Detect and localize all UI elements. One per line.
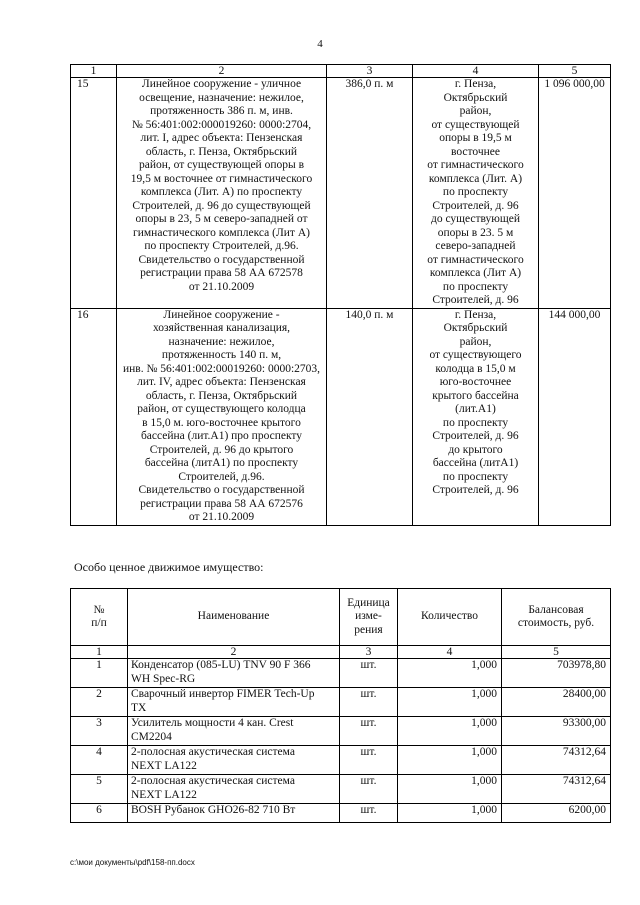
text-line: крытого бассейна — [432, 389, 519, 402]
text-line: Линейное сооружение - — [163, 308, 280, 321]
text-line: по проспекту — [442, 416, 509, 429]
table1-header-cell: 3 — [327, 65, 413, 78]
item-name — [128, 659, 340, 688]
item-number: 5 — [71, 775, 128, 804]
text-line: WH Spec-RG — [131, 672, 196, 685]
text-line: комплекса (Лит. А) — [428, 172, 523, 185]
text-line: Строителей, д. 96 до крытого — [149, 443, 294, 456]
text-line: северо-западней — [435, 240, 516, 252]
text-line: № 56:401:002:000019260: 0000:2704, — [131, 118, 312, 131]
item-number: 2 — [71, 688, 128, 717]
table-row — [71, 659, 611, 688]
page-number: 4 — [317, 38, 323, 50]
text-line: Свидетельство о государственной — [138, 484, 305, 496]
text-line: до крытого — [448, 443, 503, 456]
text-line: от 21.10.2009 — [188, 511, 255, 523]
item-number: 6 — [71, 804, 128, 823]
table2-header-row — [71, 589, 611, 646]
item-number: 1 — [71, 659, 128, 688]
text-line: регистрации права 58 АА 672578 — [140, 267, 303, 279]
text-line: комплекса (Лит А) — [429, 267, 522, 279]
table-row — [71, 775, 611, 804]
text-line: Строителей, д. 96 до существующей — [132, 199, 311, 212]
index-cell: 1 — [71, 646, 128, 659]
text-line: область, г. Пенза, Октябрьский — [145, 145, 298, 158]
text-line: инв. № 56:401:002:00019260: 0000:2703, — [122, 362, 321, 375]
text-line: (лит.А1) — [455, 403, 496, 415]
object-address — [413, 308, 539, 525]
text-line: TX — [131, 701, 147, 714]
text-line: рения — [354, 623, 383, 636]
text-line: Октябрьский — [443, 322, 508, 334]
text-line: Балансовая — [528, 603, 584, 616]
text-line: назначение: нежилое, — [168, 335, 275, 348]
text-line: г. Пенза, — [454, 308, 497, 321]
item-quantity: 1,000 — [398, 775, 502, 804]
text-line: от существующей — [431, 118, 520, 131]
real-estate-table — [70, 64, 611, 526]
movable-property-table — [70, 588, 611, 823]
table-row — [71, 746, 611, 775]
text-line: колодца в 15,0 м — [435, 362, 516, 375]
text-line: г. Пенза, — [454, 78, 497, 90]
section-title: Особо ценное движимое имущество: — [74, 560, 264, 574]
table-row — [71, 688, 611, 717]
text-line: 2-полосная акустическая система — [131, 746, 295, 758]
item-cost: 28400,00 — [502, 688, 611, 717]
item-cost: 93300,00 — [502, 717, 611, 746]
object-address — [413, 78, 539, 309]
item-unit: шт. — [340, 688, 398, 717]
text-line: в 15,0 м. юго-восточнее крытого — [142, 416, 301, 429]
text-line: от гимнастического — [427, 159, 524, 171]
object-length: 386,0 п. м — [327, 78, 413, 309]
table1-row — [71, 78, 611, 309]
header-unit — [340, 589, 398, 646]
text-line: Строителей, д. 96 — [432, 430, 519, 442]
text-line: бассейна (литА1) по проспекту — [144, 457, 299, 469]
text-line: до существующей — [430, 213, 521, 225]
object-cost: 1 096 000,00 — [539, 78, 611, 309]
row-number: 16 — [71, 308, 117, 525]
item-quantity: 1,000 — [398, 746, 502, 775]
table1-header-row — [71, 65, 611, 78]
text-line: протяженность 140 п. м, — [161, 349, 282, 361]
item-cost: 74312,64 — [502, 775, 611, 804]
text-line: Свидетельство о государственной — [138, 253, 305, 266]
text-line: NEXT LA122 — [131, 788, 197, 801]
text-line: 19,5 м восточнее от гимнастического — [130, 172, 313, 185]
item-name — [128, 717, 340, 746]
text-line: от 21.10.2009 — [188, 280, 255, 293]
item-name — [128, 746, 340, 775]
item-quantity: 1,000 — [398, 688, 502, 717]
table1-header-cell: 2 — [117, 65, 327, 78]
item-quantity: 1,000 — [398, 804, 502, 823]
text-line: по проспекту — [442, 470, 509, 483]
text-line: восточнее — [451, 145, 500, 158]
object-cost: 144 000,00 — [539, 308, 611, 525]
text-line: регистрации права 58 АА 672576 — [140, 497, 303, 510]
table1-row — [71, 308, 611, 525]
item-number: 3 — [71, 717, 128, 746]
text-line: Строителей, д. 96 — [432, 199, 519, 212]
text-line: лит. I, адрес объекта: Пензенская — [140, 132, 303, 144]
text-line: по проспекту — [442, 186, 509, 198]
item-cost: 6200,00 — [502, 804, 611, 823]
index-cell: 2 — [128, 646, 340, 659]
text-line: п/п — [91, 617, 107, 629]
text-line: комплекса (Лит. А) по проспекту — [140, 186, 303, 198]
item-name — [128, 775, 340, 804]
table1-header-cell: 4 — [413, 65, 539, 78]
text-line: лит. IV, адрес объекта: Пензенская — [137, 376, 306, 388]
item-unit: шт. — [340, 746, 398, 775]
text-line: район, — [459, 335, 492, 348]
text-line: стоимость, руб. — [517, 617, 595, 629]
text-line: Усилитель мощности 4 кан. Crest — [131, 717, 294, 729]
text-line: по проспекту — [442, 280, 509, 293]
header-cost — [502, 589, 611, 646]
object-description — [117, 78, 327, 309]
text-line: хозяйственная канализация, — [152, 322, 291, 334]
text-line: протяженность 386 п. м, инв. — [150, 105, 293, 117]
text-line: Единица — [347, 596, 390, 609]
item-unit: шт. — [340, 775, 398, 804]
item-name — [128, 688, 340, 717]
text-line: район, от существующего колодца — [137, 403, 306, 415]
table2-index-row — [71, 646, 611, 659]
text-line: Строителей, д. 96 — [432, 484, 519, 496]
table-row — [71, 717, 611, 746]
item-cost: 74312,64 — [502, 746, 611, 775]
text-line: № — [93, 603, 105, 616]
index-cell: 3 — [340, 646, 398, 659]
header-qty: Количество — [398, 589, 502, 646]
text-line: бассейна (литА1) — [432, 457, 519, 469]
text-line: NEXT LA122 — [131, 759, 197, 772]
object-description — [117, 308, 327, 525]
text-line: Строителей, д. 96 — [432, 294, 519, 306]
text-line: Октябрьский — [443, 91, 508, 104]
text-line: по проспекту Строителей, д.96. — [144, 240, 299, 252]
text-line: CM2204 — [131, 730, 172, 743]
item-quantity: 1,000 — [398, 659, 502, 688]
text-line: опоры в 23. 5 м — [437, 226, 514, 239]
text-line: район, от существующей опоры в — [138, 159, 305, 171]
text-line: район, — [459, 105, 492, 117]
item-cost: 703978,80 — [502, 659, 611, 688]
text-line: опоры в 23, 5 м северо-западней от — [135, 213, 308, 225]
text-line: Конденсатор (085-LU) TNV 90 F 366 — [131, 659, 311, 671]
text-line: освещение, назначение: нежилое, — [139, 91, 304, 104]
item-unit: шт. — [340, 659, 398, 688]
index-cell: 5 — [502, 646, 611, 659]
header-name: Наименование — [128, 589, 340, 646]
table-row — [71, 804, 611, 823]
object-length: 140,0 п. м — [327, 308, 413, 525]
table1-header-cell: 5 — [539, 65, 611, 78]
item-quantity: 1,000 — [398, 717, 502, 746]
text-line: Линейное сооружение - уличное — [141, 78, 302, 90]
text-line: от гимнастического — [427, 253, 524, 266]
item-unit: шт. — [340, 717, 398, 746]
table2-body — [71, 659, 611, 823]
text-line: изме- — [355, 610, 382, 623]
table1-header-cell: 1 — [71, 65, 117, 78]
row-number: 15 — [71, 78, 117, 309]
text-line: область, г. Пенза, Октябрьский — [145, 389, 298, 402]
text-line: Сварочный инвертор FIMER Tech-Up — [131, 688, 315, 700]
text-line: опоры в 19,5 м — [439, 132, 512, 144]
index-cell: 4 — [398, 646, 502, 659]
text-line: от существующего — [429, 349, 522, 361]
text-line: юго-восточнее — [439, 376, 512, 388]
text-line: бассейна (лит.А1) про проспекту — [140, 430, 303, 442]
text-line: BOSH Рубанок GHO26-82 710 Вт — [131, 804, 296, 816]
item-number: 4 — [71, 746, 128, 775]
item-name — [128, 804, 340, 823]
text-line: Строителей, д.96. — [178, 470, 265, 483]
header-num — [71, 589, 128, 646]
item-unit: шт. — [340, 804, 398, 823]
text-line: гимнастического комплекса (Лит А) — [133, 226, 310, 239]
footer-file-path: c:\мои документы\pdf\158-пп.docx — [70, 858, 195, 867]
text-line: 2-полосная акустическая система — [131, 775, 295, 787]
